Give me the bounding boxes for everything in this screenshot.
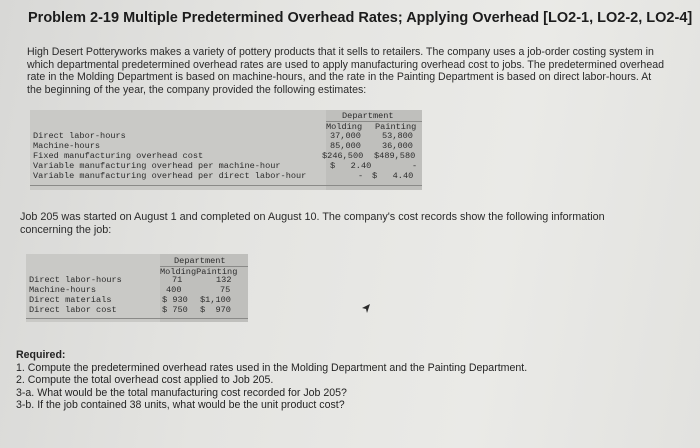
row-label: Direct labor-hours [29,275,122,285]
row-label: Machine-hours [29,285,97,295]
painting-value: - [412,161,418,171]
row-label: Machine-hours [33,141,101,151]
molding-value: $ 2.40 [330,161,372,171]
table-bottom-rule [26,318,248,319]
molding-value: 85,000 [330,141,361,151]
painting-column-header: Painting [375,122,417,132]
molding-value: - [358,171,364,181]
required-item: 3-a. What would be the total manufacturing cost recorded for Job 205? [16,386,347,399]
intro-paragraph: High Desert Potteryworks makes a variety of pottery products that it sells to retailers. The company uses a job-order costing system in which departmental predetermined overhead rates are used to apply manufacturing overhead cost to jobs. The predetermined overhead rate in the Molding Department is based on machine-hours, and the rate in the Painting Department is based on direct labor-hours. At the beginning of the year, the company provided the following estimates: [27,46,664,96]
problem-title: Problem 2-19 Multiple Predetermined Overhead Rates; Applying Overhead [LO2-1, LO2-2, LO2-4] [28,10,693,26]
painting-value: $489,580 [374,151,416,161]
molding-value: 37,000 [330,131,361,141]
molding-value: 71 [172,275,183,285]
molding-value: $ 750 [162,305,188,315]
estimates-table [30,110,422,190]
required-section [16,349,666,412]
table-bottom-rule [30,185,422,186]
molding-value: 400 [166,285,182,295]
molding-column-header: Molding [326,122,363,132]
mouse-cursor-icon [360,302,372,314]
required-item: 1. Compute the predetermined overhead rates used in the Molding Department and the Painting Department. [16,361,528,374]
job-paragraph: Job 205 was started on August 1 and completed on August 10. The company's cost records show the following information concerning the job: [20,211,605,236]
row-label: Direct labor-hours [33,131,126,141]
row-label: Direct labor cost [29,305,117,315]
required-item: 3-b. If the job contained 38 units, what would be the unit product cost? [16,399,345,411]
job-cost-table [26,254,248,322]
department-header: Department [174,256,226,266]
row-label: Variable manufacturing overhead per machine-hour [33,161,281,171]
painting-value: $ 4.40 [372,171,414,181]
molding-value: $ 930 [162,295,188,305]
painting-value: $1,100 [200,295,231,305]
painting-value: 75 [220,285,231,295]
painting-value: 132 [216,275,232,285]
painting-value: 53,800 [382,131,413,141]
painting-value: $ 970 [200,305,231,315]
painting-value: 36,000 [382,141,413,151]
required-item: 2. Compute the total overhead cost applied to Job 205. [16,374,274,386]
required-heading: Required: [16,349,66,361]
row-label: Variable manufacturing overhead per direct labor-hour [33,171,307,181]
department-header: Department [342,111,394,121]
row-label: Direct materials [29,295,112,305]
row-label: Fixed manufacturing overhead cost [33,151,204,161]
molding-value: $246,500 [322,151,364,161]
column-headers: MoldingPainting [160,267,238,277]
